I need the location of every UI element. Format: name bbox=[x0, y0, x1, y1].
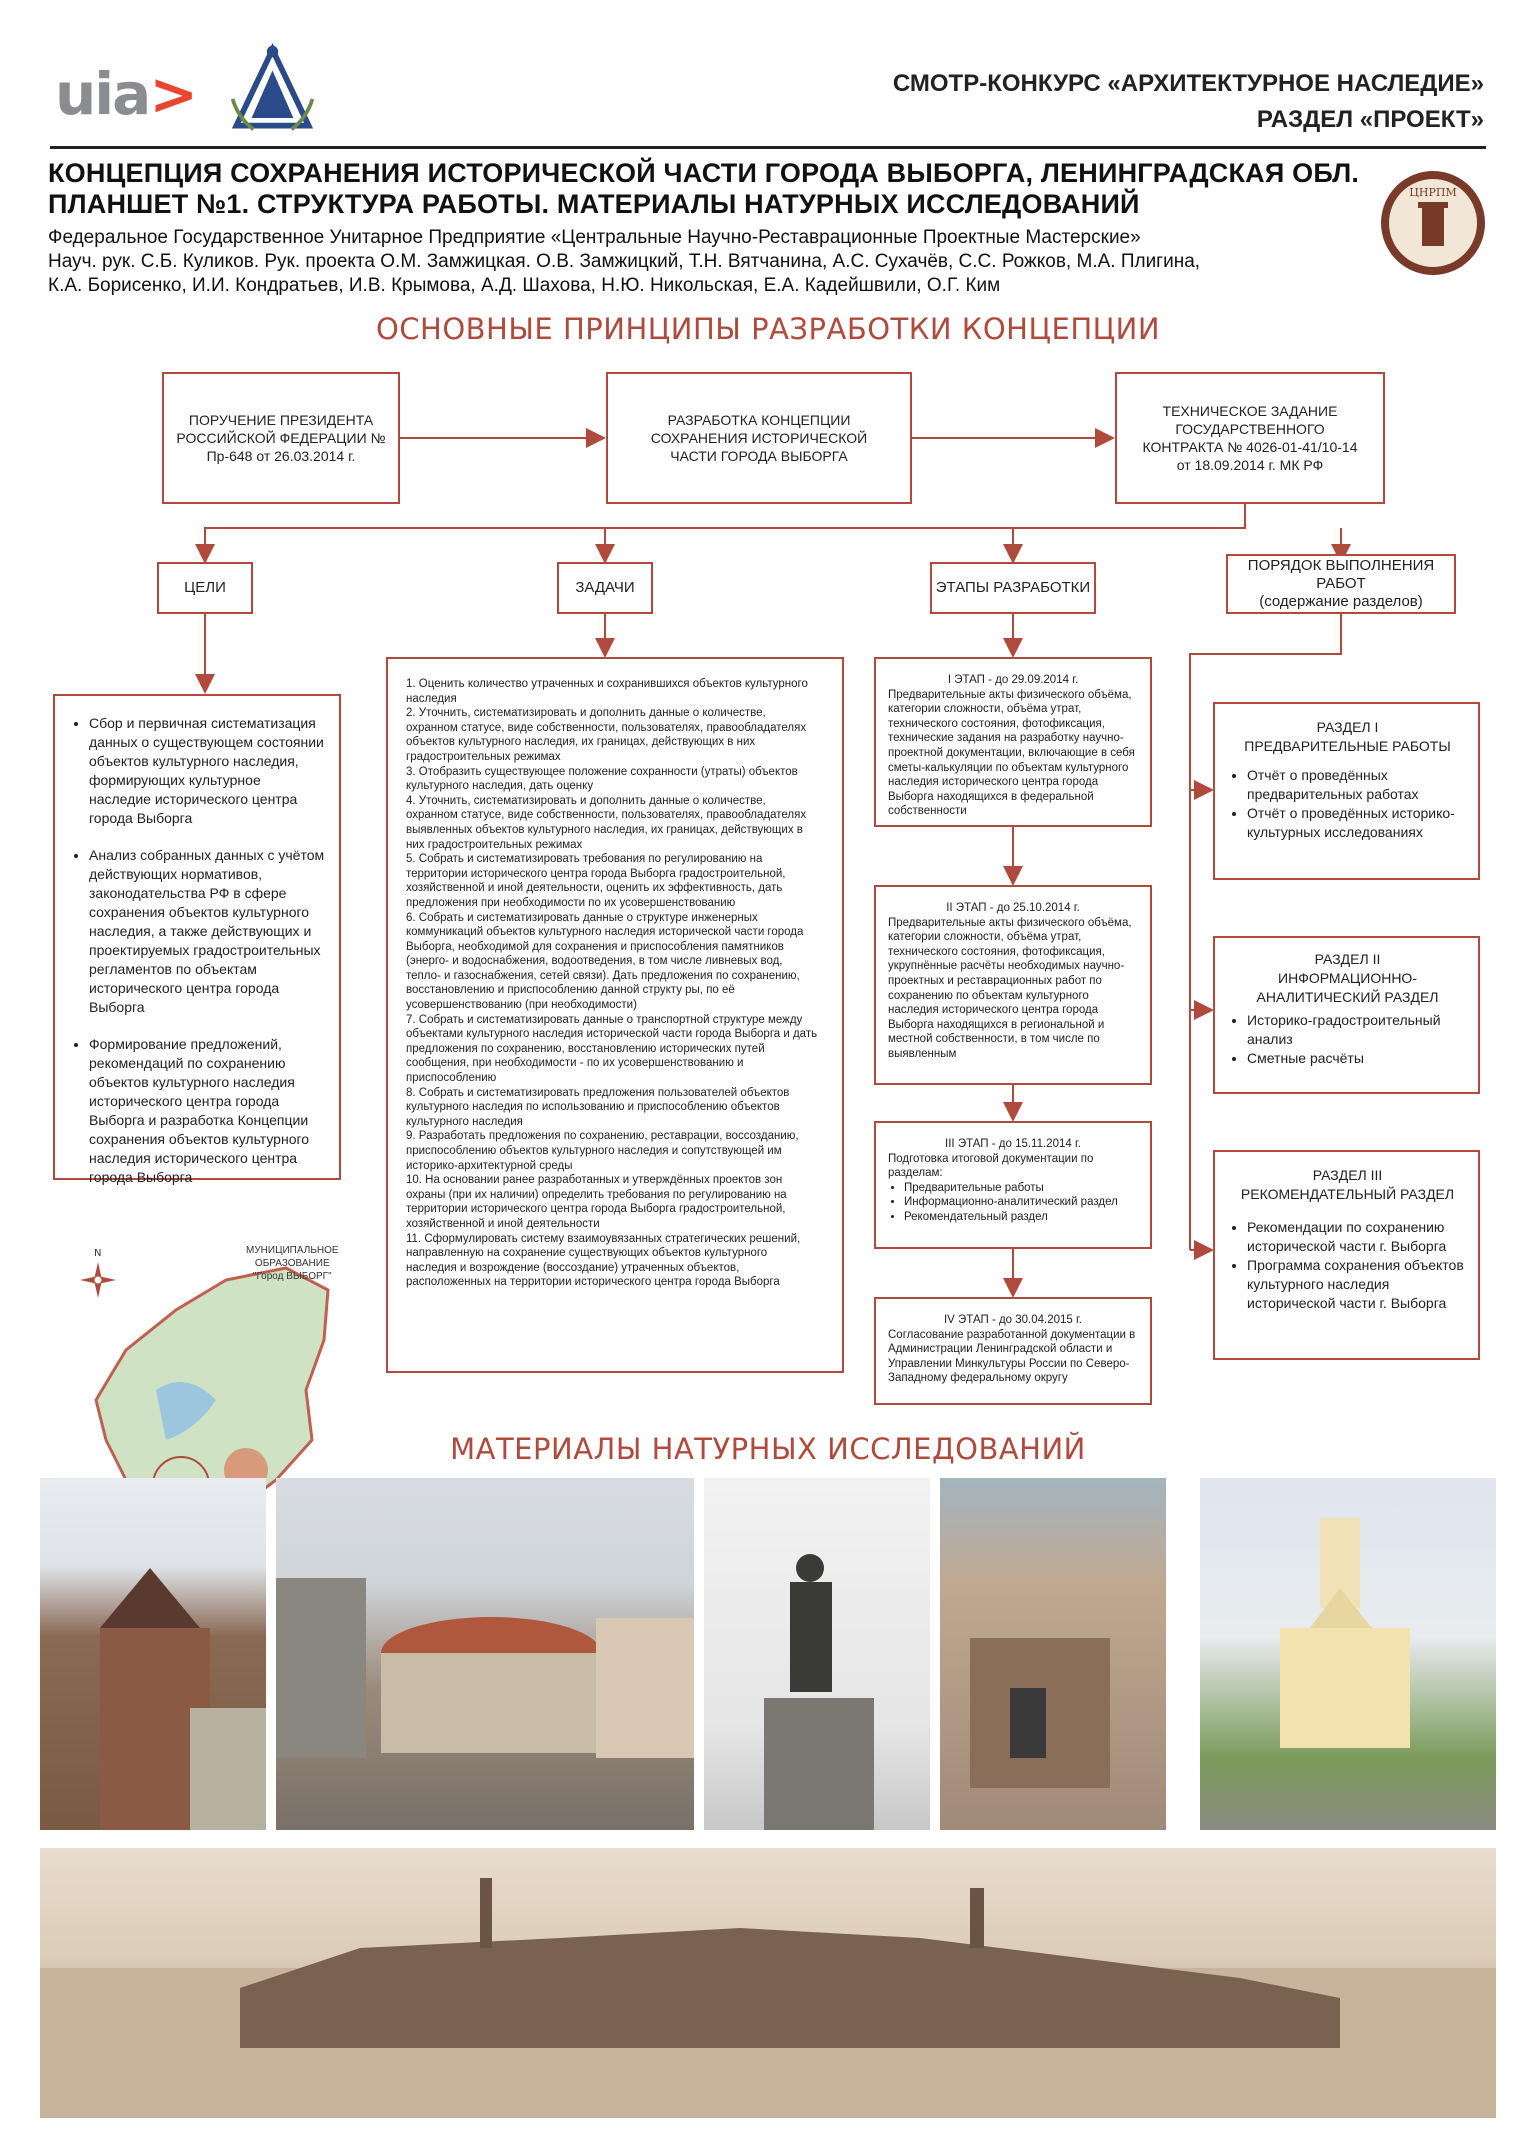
page-title: КОНЦЕПЦИЯ СОХРАНЕНИЯ ИСТОРИЧЕСКОЙ ЧАСТИ ГОРОДА ВЫБОРГА, ЛЕНИНГРАДСКАЯ ОБЛ. ПЛАНШЕТ №1. СТРУКТУРА РАБОТЫ. МАТЕРИАЛЫ НАТУРНЫХ ИССЛЕДОВАНИЙ bbox=[48, 158, 1360, 219]
photo-peter-monument bbox=[704, 1478, 930, 1830]
task-item: 8. Собрать и систематизировать предложения пользователей объектов культурного наследия по использованию и приспособлению объектов культурного наследия bbox=[406, 1086, 790, 1128]
task-item: 4. Уточнить, систематизировать и дополнить данные о количестве, охранном статусе, виде собственности, пользователях, правообладателях выявленных объектов культурного наследия, их границах, действующих в них градостроительных режимах bbox=[406, 794, 807, 851]
map-label: МУНИЦИПАЛЬНОЕ ОБРАЗОВАНИЕ "Город ВЫБОРГ" bbox=[246, 1245, 339, 1282]
contest-title: СМОТР-КОНКУРС «АРХИТЕКТУРНОЕ НАСЛЕДИЕ» РАЗДЕЛ «ПРОЕКТ» bbox=[892, 70, 1484, 133]
compass-rose-icon bbox=[80, 1248, 116, 1298]
task-item: 6. Собрать и систематизировать данные о структуре инженерных коммуникаций объектов культурного наследия исторической части города Выборга, необходимой для сохранения и приспособления памятников (энерго- и водоснабжения, водоотведения, в том числе ливневых вод, тепло- и газоснабжения, сетей связи). Дать предложения по сохранению, восстановлению и приспособлению данной структу ры, по её усовершенствованию (при необходимости) bbox=[406, 911, 804, 1012]
goal-item: • Формирование предложений, рекомендаций по сохранению объектов культурного наследия исторического центра города Выборга и разработка Концепции сохранения объектов культурного наследия исторического центра города Выборга bbox=[89, 1035, 325, 1187]
section-3-box: РАЗДЕЛ III РЕКОМЕНДАТЕЛЬНЫЙ РАЗДЕЛ • Рекомендации по сохранению исторической части г. Выборга • Программа сохранения объектов культурного наследия исторической части г. Выборга bbox=[1213, 1150, 1480, 1360]
section-1-box: РАЗДЕЛ I ПРЕДВАРИТЕЛЬНЫЕ РАБОТЫ • Отчёт о проведённых предварительных работах • Отчёт о проведённых историко-культурных исследованиях bbox=[1213, 702, 1480, 880]
stage-2-box: II ЭТАП - до 25.10.2014 г. Предварительные акты физического объёма, категории сложности, объёма утрат, технического состояния, фотофиксация, укрупнённые расчёты необходимых научно-проектных и реставрационных работ по сохранению по объектам культурного наследия исторического центра города Выборга находящихся в региональной и местной собственности, в том числе по выявленным bbox=[874, 885, 1152, 1085]
uia-logo: uia> bbox=[55, 60, 196, 128]
authors-block: Федеральное Государственное Унитарное Предприятие «Центральные Научно-Реставрационные Проектные Мастерские» Науч. рук. С.Б. Куликов. Рук. проекта О.М. Замжицкая. О.В. Замжицкий, Т.Н. Вятчанина, А.С. Сухачёв, С.С. Рожков, М.А. Плигина, К.А. Борисенко, И.И. Кондратьев, И.В. Крымова, А.Д. Шахова, Н.Ю. Никольская, Е.А. Кадейшвили, О.Г. Ким bbox=[48, 227, 1201, 296]
order-header: ПОРЯДОК ВЫПОЛНЕНИЯ РАБОТ (содержание разделов) bbox=[1226, 554, 1456, 614]
goals-list-box bbox=[53, 694, 341, 1185]
photo-old-courtyard bbox=[940, 1478, 1166, 1830]
photo-panorama-winter bbox=[40, 1848, 1496, 2118]
photo-corner-building bbox=[40, 1478, 266, 1830]
photo-round-tower bbox=[276, 1478, 694, 1830]
task-item: 5. Собрать и систематизировать требования по регулированию на территории исторического центра города Выборга градостроительной, хозяйственной и иной деятельности, оценить их эффективность, дать предложения при необходимости по их усовершенствованию bbox=[406, 853, 786, 909]
stages-header: ЭТАПЫ РАЗРАБОТКИ bbox=[930, 562, 1096, 614]
tasks-header: ЗАДАЧИ bbox=[557, 562, 653, 614]
cnrpm-logo bbox=[1378, 168, 1488, 278]
section-2-box: РАЗДЕЛ II ИНФОРМАЦИОННО-АНАЛИТИЧЕСКИЙ РАЗДЕЛ • Историко-градостроительный анализ • Сметные расчёты bbox=[1213, 936, 1480, 1094]
task-item: 3. Отобразить существующее положение сохранности (утраты) объектов культурного наследия, дать оценку bbox=[406, 765, 798, 793]
task-item: 7. Собрать и систематизировать данные о транспортной структуре между объектами культурного наследия исторической части города Выборга и дать предложения по сохранению, восстановлению исторических путей сообщения, при необходимости - по их усовершенствованию и приспособлению bbox=[406, 1013, 818, 1085]
stage-3-box: III ЭТАП - до 15.11.2014 г. Подготовка итоговой документации по разделам: • Предварительные работы • Информационно-аналитический раздел • Рекомендательный раздел bbox=[874, 1121, 1152, 1249]
task-item: 9. Разработать предложения по сохранению, реставрации, воссозданию, приспособлению объектов культурного наследия и сопутствующей им историко-архитектурной среды bbox=[406, 1130, 799, 1172]
svg-text:N: N bbox=[94, 1248, 102, 1259]
goals-header: ЦЕЛИ bbox=[157, 562, 253, 614]
header-divider bbox=[50, 146, 1486, 149]
goal-item: • Анализ собранных данных с учётом действующих нормативов, законодательства РФ в сфере сохранения объектов культурного наследия, а также действующих и проектируемых градостроительных регламентов по объектам исторического центра города Выборга bbox=[89, 846, 325, 1017]
president-order-box: ПОРУЧЕНИЕ ПРЕЗИДЕНТА РОССИЙСКОЙ ФЕДЕРАЦИИ № Пр-648 от 26.03.2014 г. bbox=[162, 372, 400, 504]
svg-text:ЦНРПМ: ЦНРПМ bbox=[1409, 186, 1457, 199]
task-item: 11. Сформулировать систему взаимоувязанных стратегических решений, направленную на сохранение существующих объектов культурного наследия и возрождение (воссоздание) утраченных объектов, расположенных на территории исторического центра города Выборга bbox=[406, 1232, 801, 1289]
photo-church bbox=[1200, 1478, 1496, 1830]
goal-item: • Сбор и первичная систематизация данных о существующем состоянии объектов культурного наследия, формирующих культурное наследие исторического центра города Выборга bbox=[89, 714, 325, 828]
principles-heading: ОСНОВНЫЕ ПРИНЦИПЫ РАЗРАБОТКИ КОНЦЕПЦИИ bbox=[375, 312, 1161, 346]
task-item: 1. Оценить количество утраченных и сохранившихся объектов культурного наследия bbox=[406, 678, 808, 705]
concept-development-box: РАЗРАБОТКА КОНЦЕПЦИИ СОХРАНЕНИЯ ИСТОРИЧЕСКОЙ ЧАСТИ ГОРОДА ВЫБОРГА bbox=[606, 372, 912, 504]
architects-union-emblem bbox=[225, 42, 320, 137]
technical-assignment-box: ТЕХНИЧЕСКОЕ ЗАДАНИЕ ГОСУДАРСТВЕННОГО КОНТРАКТА № 4026-01-41/10-14 от 18.09.2014 г. МК РФ bbox=[1115, 372, 1385, 504]
stage-1-box: I ЭТАП - до 29.09.2014 г. Предварительные акты физического объёма, категории сложности, объёма утрат, технического состояния, фотофиксация, технические задания на разработку научно-проектной документации, включающие в себя сметы-калькуляции по объектам культурного наследия исторического центра города Выборга находящихся в федеральной собственности bbox=[874, 657, 1152, 827]
materials-heading: МАТЕРИАЛЫ НАТУРНЫХ ИССЛЕДОВАНИЙ bbox=[450, 1432, 1086, 1466]
task-item: 2. Уточнить, систематизировать и дополнить данные о количестве, охранном статусе, виде собственности, пользователях, правообладателях объектов культурного наследия, их границах, действующих в них градостроительных режимах bbox=[406, 707, 807, 763]
tasks-list-box bbox=[386, 657, 844, 1373]
task-item: 10. На основании ранее разработанных и утверждённых проектов зон охраны (при их наличии) определить требования по регулированию на территории исторического центра города Выборга градостроительной, хозяйственной и иной деятельности bbox=[406, 1174, 787, 1230]
stage-4-box: IV ЭТАП - до 30.04.2015 г. Согласование разработанной документации в Администрации Ленинградской области и Управлении Минкультуры России по Северо-Западному федеральному округу bbox=[874, 1297, 1152, 1405]
